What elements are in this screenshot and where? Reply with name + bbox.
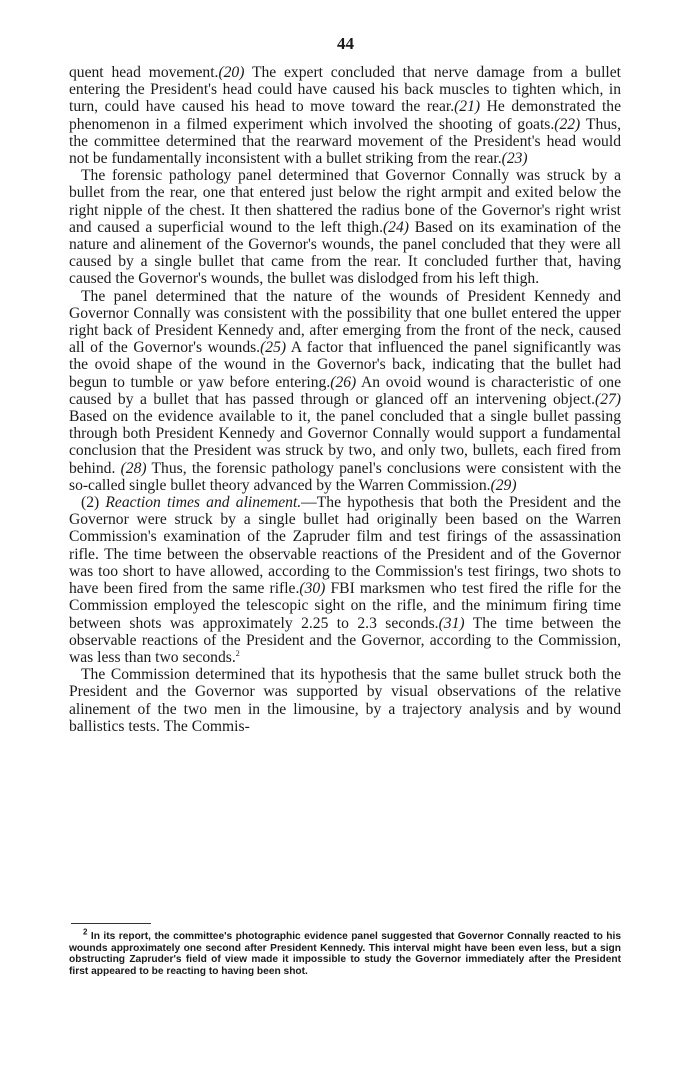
page-number: 44 <box>337 34 354 53</box>
citation-reference: (22) <box>554 115 581 133</box>
citation-reference: (21) <box>454 98 481 116</box>
text-run: The panel determined that the nature of the wounds of President Kennedy and Governor Connally was consistent with the possibility that one bullet entered the upper right back of President Kennedy and, after emerging from the front of the neck, caused all of the Governor's wounds. <box>69 287 621 357</box>
footnote-reference: 2 <box>235 648 240 658</box>
text-run: The expert concluded that nerve damage from a bullet entering the President's head could have caused his back muscles to tighten which, in turn, could have caused his head to move toward the rear. <box>69 64 621 116</box>
citation-reference: (25) <box>260 339 287 357</box>
footnote <box>69 927 621 977</box>
footnote-text: In its report, the committee's photographic evidence panel suggested that Governor Connally reacted to his wounds approximately one second after President Kennedy. This interval might have been even less, but a sign obstructing Zapruder's field of view made it impossible to study the Governor immediately after the President first appeared to be reacting to having been shot. <box>69 931 621 977</box>
text-run: An ovoid wound is characteristic of one caused by a bullet that has passed through or glanced off an intervening object. <box>69 373 621 408</box>
citation-reference: (20) <box>218 64 245 81</box>
body-paragraph <box>69 666 621 735</box>
text-run: FBI marksmen who test fired the rifle for the Commission employed the telescopic sight on the rifle, and the minimum firing time between shots was approximately 2.25 to 2.3 seconds. <box>69 580 621 632</box>
text-run: (2) <box>81 494 106 512</box>
body-paragraph <box>69 494 621 666</box>
body-paragraph <box>69 288 621 494</box>
text-run: Based on its examination of the nature and alinement of the Governor's wounds, the panel concluded that they were all caused by a single bullet that came from the rear. It concluded further that, having caused the Governor's wounds, the bullet was dislodged from his left thigh. <box>69 218 621 288</box>
citation-reference: (27) <box>595 390 621 408</box>
footnote-paragraph <box>69 927 621 977</box>
citation-reference: (28) <box>120 459 147 477</box>
body-paragraph <box>69 167 621 287</box>
citation-reference: (24) <box>382 218 409 236</box>
footnote-marker: 2 <box>83 927 88 937</box>
section-heading: Reaction times and alinement. <box>105 494 302 512</box>
text-run: quent head movement. <box>69 64 219 81</box>
citation-reference: (23) <box>501 150 528 168</box>
text-run: Based on the evidence available to it, the panel concluded that a single bullet passing through both President Kennedy and Governor Connally would support a fundamental conclusion that the President was struck by two, and only two, bullets, each fired from behind. <box>69 408 621 477</box>
footnote-divider <box>71 923 151 924</box>
text-run: Thus, the committee determined that the rearward movement of the President's head would not be fundamentally inconsistent with a bullet striking from the rear. <box>69 115 622 168</box>
text-run: A factor that influenced the panel significantly was the ovoid shape of the wound in the Governor's back, indicating that the bullet had begun to tumble or yaw before entering. <box>69 339 621 391</box>
text-run: The time between the observable reactions of the President and the Governor, according to the Commission, was less than two seconds. <box>69 614 621 666</box>
text-run: Thus, the forensic pathology panel's conclusions were consistent with the so-called single bullet theory advanced by the Warren Commission. <box>69 459 621 494</box>
text-run: He demonstrated the phenomenon in a filmed experiment which involved the shooting of goats. <box>69 98 621 133</box>
text-run: The Commission determined that its hypothesis that the same bullet struck both the President and the Governor was supported by visual observations of the relative alinement of the two men in the limousine, by a trajectory analysis and by wound ballistics tests. The Commis- <box>69 666 621 735</box>
text-run: The forensic pathology panel determined that Governor Connally was struck by a bullet from the rear, one that entered just below the right armpit and exited below the right nipple of the chest. It then shattered the radius bone of the Governor's right wrist and caused a superficial wound to the left thigh. <box>69 167 621 236</box>
citation-reference: (29) <box>490 476 517 494</box>
body-text <box>69 64 621 735</box>
body-paragraph <box>69 64 621 167</box>
citation-reference: (26) <box>330 373 357 391</box>
text-run: —The hypothesis that both the President and the Governor were struck by a single bullet had originally been based on the Warren Commission's examination of the Zapruder film and test firings of the assassination rifle. The time between the observable reactions of the President and of the Governor was too short to have allowed, according to the Commission's test firings, two shots to have been fired from the same rifle. <box>69 494 621 598</box>
citation-reference: (30) <box>299 580 326 598</box>
citation-reference: (31) <box>438 614 465 632</box>
